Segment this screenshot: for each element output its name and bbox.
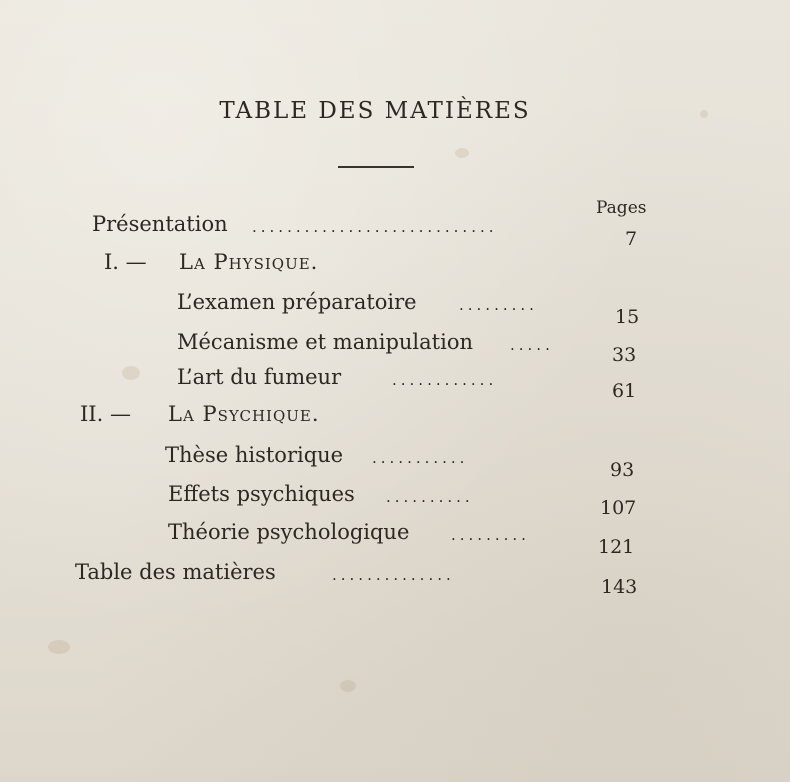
page-number: 143 bbox=[601, 576, 638, 598]
page-number: 33 bbox=[612, 344, 637, 366]
toc-label: L’examen préparatoire bbox=[177, 290, 417, 314]
leader-dots: ........... bbox=[372, 449, 469, 467]
title-rule bbox=[338, 166, 414, 168]
toc-label: Présentation bbox=[92, 212, 228, 236]
toc-entry-examen[interactable] bbox=[177, 290, 647, 328]
part-title: La Physique. bbox=[179, 250, 319, 274]
leader-dots: .......... bbox=[386, 488, 474, 506]
page-number: 15 bbox=[615, 306, 640, 328]
toc-label: Thèse historique bbox=[165, 443, 344, 467]
page-number: 61 bbox=[612, 380, 637, 402]
pages-column-header: Pages bbox=[596, 198, 647, 218]
part-number: II. — bbox=[80, 402, 131, 426]
leader-dots: ..... bbox=[510, 336, 554, 354]
toc-label: Table des matières bbox=[75, 560, 276, 584]
toc-label: Mécanisme et manipulation bbox=[177, 330, 473, 354]
toc-label: Théorie psychologique bbox=[168, 520, 410, 544]
toc-entry-theorie[interactable] bbox=[168, 520, 648, 558]
page-title: TABLE DES MATIÈRES bbox=[219, 98, 531, 124]
page-number: 7 bbox=[625, 228, 638, 250]
toc-entry-table[interactable] bbox=[75, 560, 655, 598]
page-number: 93 bbox=[610, 459, 635, 481]
toc-entry-effets[interactable] bbox=[168, 482, 648, 519]
leader-dots: ......... bbox=[451, 526, 530, 544]
leader-dots: ............ bbox=[392, 371, 498, 389]
part-number: I. — bbox=[104, 250, 147, 274]
leader-dots: ............................ bbox=[252, 218, 498, 236]
toc-entry-these[interactable] bbox=[165, 443, 645, 481]
page-number: 107 bbox=[600, 497, 637, 519]
toc-label: L’art du fumeur bbox=[177, 365, 342, 389]
leader-dots: ......... bbox=[459, 296, 538, 314]
toc-entry-fumeur[interactable] bbox=[177, 365, 647, 402]
toc-entry-presentation[interactable] bbox=[92, 212, 652, 250]
toc-part-1[interactable] bbox=[104, 250, 504, 280]
page-number: 121 bbox=[598, 536, 635, 558]
toc-label: Effets psychiques bbox=[168, 482, 355, 506]
toc-entry-mecanisme[interactable] bbox=[177, 330, 647, 366]
toc-part-2[interactable] bbox=[80, 402, 480, 432]
leader-dots: .............. bbox=[332, 566, 455, 584]
part-title: La Psychique. bbox=[168, 402, 320, 426]
